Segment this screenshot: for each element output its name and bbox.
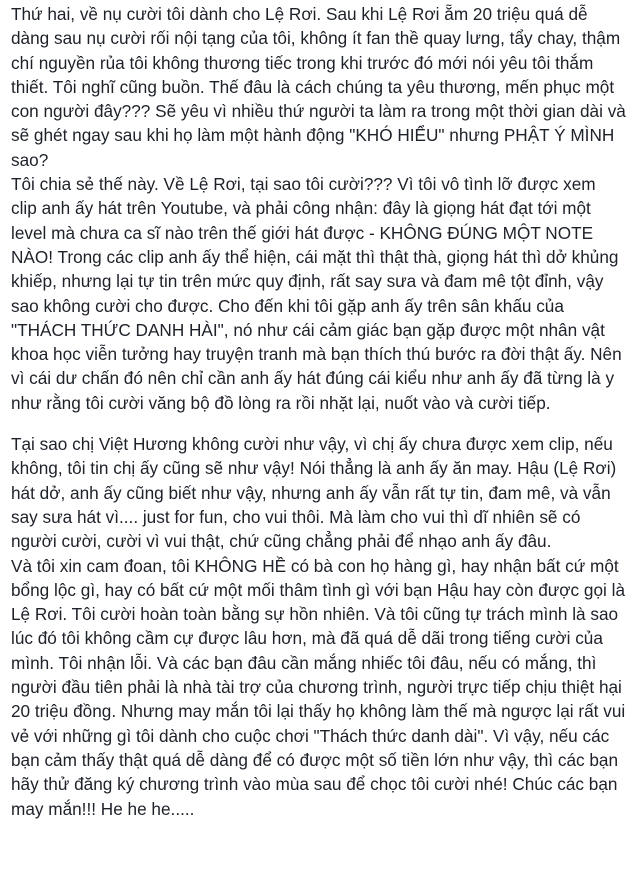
paragraph-1: Thứ hai, về nụ cười tôi dành cho Lệ Rơi. Sau khi Lệ Rơi ẵm 20 triệu quá dễ dàng sau nụ cười rối nội tạng của tôi, không ít fan thề quay lưng, tẩy chay, thậm chí nguyền rủa tôi không thương tiếc trong khi trước đó mới nói yêu tôi thắm thiết. Tôi nghĩ cũng buồn. Thế đâu là cách chúng ta yêu thương, mến phục một con người đây??? Sẽ yêu vì nhiều thứ người ta làm ra trong một thời gian dài và sẽ ghét ngay sau khi họ làm một hành động "KHÓ HIỂU" nhưng PHẬT Ý MÌNH sao? (11, 4, 626, 170)
paragraph-4: Và tôi xin cam đoan, tôi KHÔNG HỀ có bà con họ hàng gì, hay nhận bất cứ một bổng lộc gì, hay có bất cứ một mối thâm tình gì với bạn Hậu hay còn được gọi là Lệ Rơi. Tôi cười hoàn toàn bằng sự hồn nhiên. Và tôi cũng tự trách mình là sao lúc đó tôi không cầm cự được lâu hơn, mà đã quá dễ dãi trong tiếng cười của mình. Tôi nhận lỗi. Và các bạn đâu cần mắng nhiếc tôi đâu, nếu có mắng, thì người đầu tiên phải là nhà tài trợ của chương trình, người trực tiếp chịu thiệt hại 20 triệu đồng. Nhưng may mắn tôi lại thấy họ không làm thế mà ngược lại rất vui vẻ với những gì tôi dành cho cuộc chơi "Thách thức danh dài". Vì vậy, nếu các bạn cảm thấy thật quá dễ dàng để có được một số tiền lớn như vậy, thì các bạn hãy thử đăng ký chương trình vào mùa sau để chọc tôi cười nhé! Chúc các bạn may mắn!!! He he he..... (11, 555, 626, 819)
paragraph-2: Tôi chia sẻ thế này. Về Lệ Rơi, tại sao tôi cười??? Vì tôi vô tình lỡ được xem clip anh ấy hát trên Youtube, và phải công nhận: đây là giọng hát đạt tới một level mà chưa ca sĩ nào trên thế giới hát được - KHÔNG ĐÚNG MỘT NOTE NÀO! Trong các clip anh ấy thể hiện, cái mặt thì thật thà, giọng hát thì dở khủng khiếp, nhưng lại tự tin trên mức quy định, rất say sưa và đam mê tột đỉnh, vậy sao không cười cho được. Cho đến khi tôi gặp anh ấy trên sân khấu của "THÁCH THỨC DANH HÀI", nó như cái cảm giác bạn gặp được một nhân vật khoa học viễn tưởng hay truyện tranh mà bạn thích thú bước ra đời thật ấy. Nên vì cái dư chấn đó nên chỉ cần anh ấy hát đúng cái kiểu như anh ấy đã từng là y như rằng tôi cười văng bộ đồ lòng ra rồi nhặt lại, nuốt vào và cười tiếp. (11, 174, 622, 413)
paragraph-3: Tại sao chị Việt Hương không cười như vậy, vì chị ấy chưa được xem clip, nếu không, tôi tin chị ấy cũng sẽ như vậy! Nói thẳng là anh ấy ăn may. Hậu (Lệ Rơi) hát dở, anh ấy cũng biết như vậy, nhưng anh ấy vẫn rất tự tin, đam mê, và vẫn say sưa hát vì.... just for fun, cho vui thôi. Mà làm cho vui thì dĩ nhiên sẽ có người cười, cười vì vui thật, chứ cũng chẳng phải để nhạo anh ấy đâu. (11, 434, 617, 552)
